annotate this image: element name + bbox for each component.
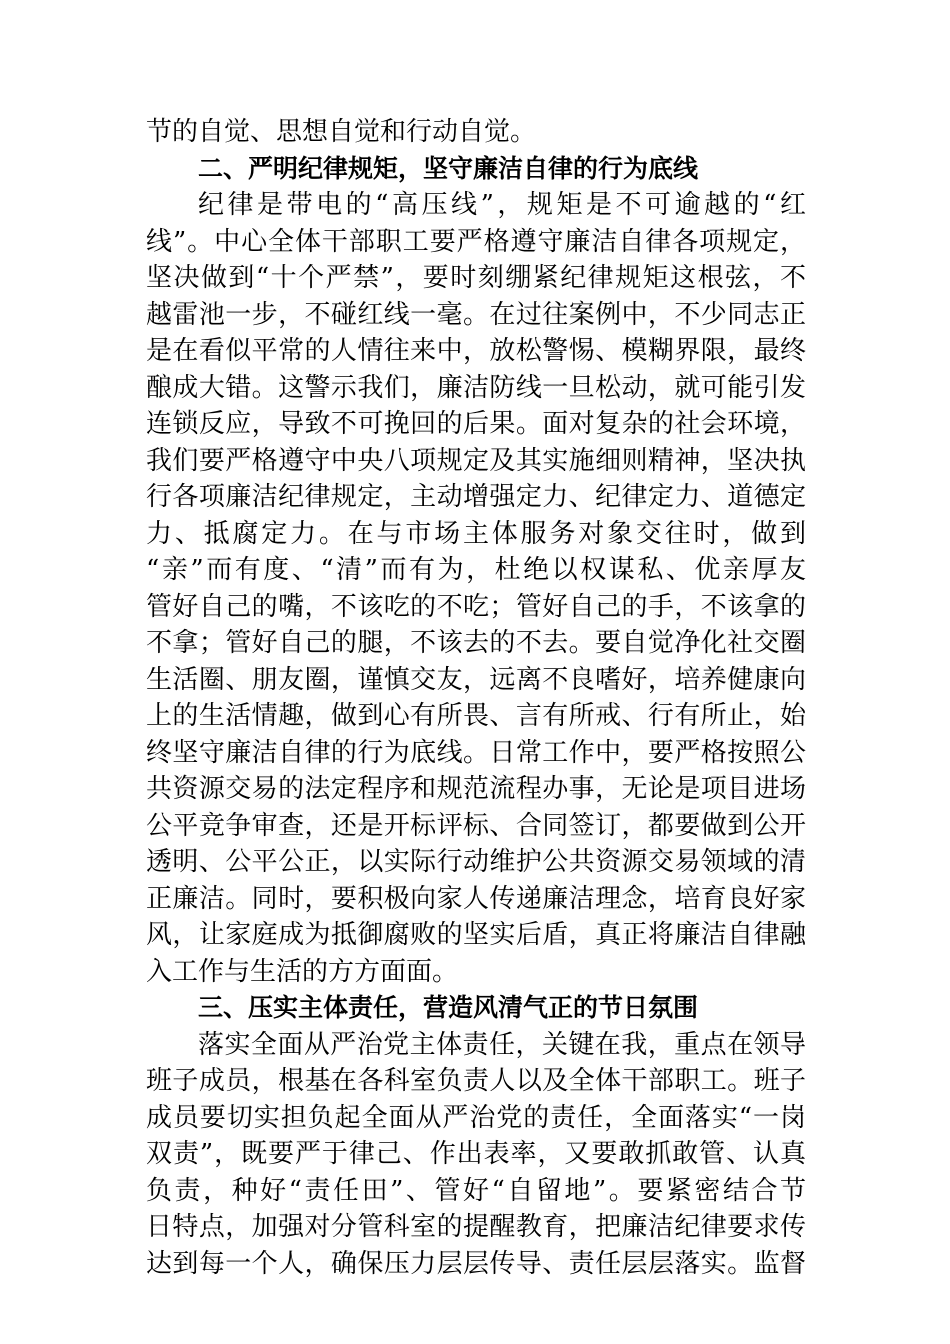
paragraph-line: 正廉洁。同时，要积极向家人传递廉洁理念，培育良好家 xyxy=(146,883,806,914)
paragraph-line: 行各项廉洁纪律规定，主动增强定力、纪律定力、道德定 xyxy=(146,482,806,512)
section-heading-3: 三、压实主体责任，营造风清气正的节日氛围 xyxy=(198,993,699,1022)
paragraph-line: 透明、公平公正，以实际行动维护公共资源交易领域的清 xyxy=(146,847,806,877)
paragraph-line: 入工作与生活的方方面面。 xyxy=(146,956,459,987)
paragraph-line: 连锁反应，导致不可挽回的后果。面对复杂的社会环境， xyxy=(146,409,806,439)
section-2-paragraph xyxy=(146,187,806,990)
paragraph-line: 成员要切实担负起全面从严治党的责任，全面落实“一岗 xyxy=(146,1102,806,1133)
paragraph-line: 落实全面从严治党主体责任，关键在我，重点在领导 xyxy=(198,1029,806,1060)
paragraph-line: 管好自己的嘴，不该吃的不吃；管好自己的手，不该拿的 xyxy=(146,591,806,622)
paragraph-line: 线”。中心全体干部职工要严格遵守廉洁自律各项规定， xyxy=(146,226,806,257)
paragraph-line: 公平竞争审查，还是开标评标、合同签订，都要做到公开 xyxy=(146,810,806,841)
paragraph-line: 力、抵腐定力。在与市场主体服务对象交往时，做到 xyxy=(146,518,806,549)
paragraph-line: 坚决做到“十个严禁”，要时刻绷紧纪律规矩这根弦，不 xyxy=(146,263,806,293)
paragraph-line: 双责”，既要严于律己、作出表率，又要敢抓敢管、认真 xyxy=(146,1139,806,1169)
section-3-paragraph xyxy=(146,1027,806,1283)
paragraph-line: “亲”而有度、“清”而有为，杜绝以权谋私、优亲厚友 xyxy=(146,555,806,585)
paragraph-line: 风，让家庭成为抵御腐败的坚实后盾，真正将廉洁自律融 xyxy=(146,920,806,950)
paragraph-line: 纪律是带电的“高压线”，规矩是不可逾越的“红 xyxy=(198,190,806,220)
paragraph-line: 我们要严格遵守中央八项规定及其实施细则精神，坚决执 xyxy=(146,445,806,476)
paragraph-line: 日特点，加强对分管科室的提醒教育，把廉洁纪律要求传 xyxy=(146,1212,806,1242)
paragraph-line: 共资源交易的法定程序和规范流程办事，无论是项目进场 xyxy=(146,774,806,804)
section-heading-2: 二、严明纪律规矩，坚守廉洁自律的行为底线 xyxy=(198,153,699,183)
paragraph-line: 酿成大错。这警示我们，廉洁防线一旦松动，就可能引发 xyxy=(146,372,806,403)
paragraph-line: 达到每一个人，确保压力层层传导、责任层层落实。监督 xyxy=(146,1248,806,1279)
paragraph-continuation-line: 节的自觉、思想自觉和行动自觉。 xyxy=(146,117,537,147)
paragraph-line: 越雷池一步，不碰红线一毫。在过往案例中，不少同志正 xyxy=(146,299,806,330)
document-body xyxy=(146,114,806,1282)
paragraph-line: 上的生活情趣，做到心有所畏、言有所戒、行有所止，始 xyxy=(146,701,806,731)
paragraph-line: 不拿；管好自己的腿，不该去的不去。要自觉净化社交圈 xyxy=(146,628,806,658)
paragraph-line: 负责，种好“责任田”、管好“自留地”。要紧密结合节 xyxy=(146,1175,806,1206)
paragraph-line: 是在看似平常的人情往来中，放松警惕、模糊界限，最终 xyxy=(146,336,806,366)
paragraph-line: 生活圈、朋友圈，谨慎交友，远离不良嗜好，培养健康向 xyxy=(146,664,806,695)
paragraph-line: 班子成员，根基在各科室负责人以及全体干部职工。班子 xyxy=(146,1066,806,1096)
paragraph-line: 终坚守廉洁自律的行为底线。日常工作中，要严格按照公 xyxy=(146,737,806,768)
